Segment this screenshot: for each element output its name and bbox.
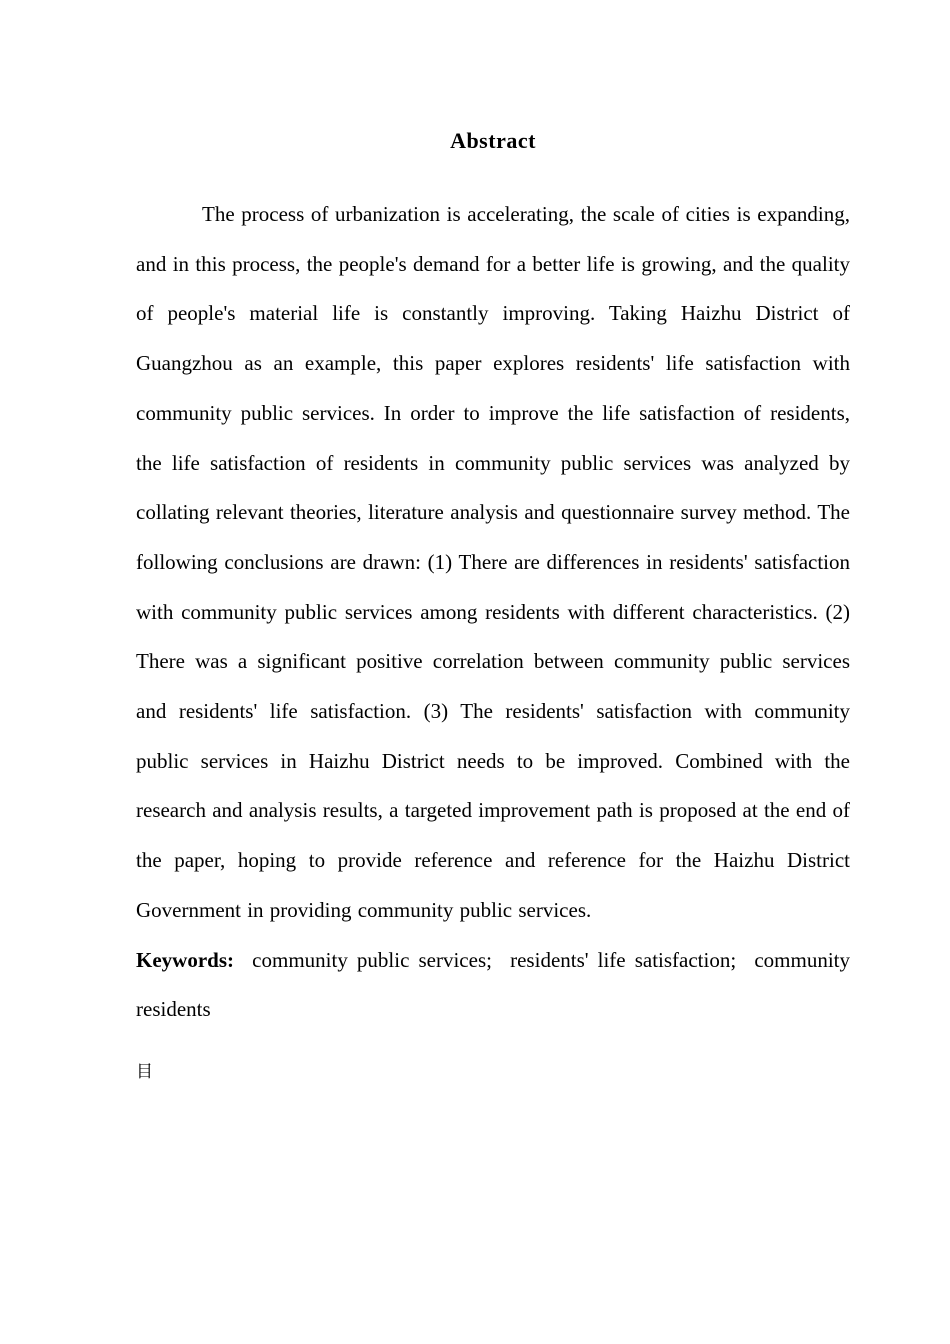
keywords-label: Keywords: <box>136 947 234 972</box>
abstract-title: Abstract <box>450 128 536 153</box>
document-content <box>136 126 856 1083</box>
keywords-text: community public services; residents' life satisfaction; community residents <box>136 947 856 1022</box>
next-section-partial-heading: 目 <box>136 1061 153 1082</box>
abstract-paragraph: The process of urbanization is accelerating, the scale of cities is expanding, and in this process, the people's demand for a better life is growing, and the quality of people's material life is constantly improving. Taking Haizhu District of Guangzhou as an example, this paper explores residents' life satisfaction with community public services. In order to improve the life satisfaction of residents, the life satisfaction of residents in community public services was analyzed by collating relevant theories, literature analysis and questionnaire survey method. The following conclusions are drawn: (1) There are differences in residents' satisfaction with community public services among residents with different characteristics. (2) There was a significant positive correlation between community public services and residents' life satisfaction. (3) The residents' satisfaction with community public services in Haizhu District needs to be improved. Combined with the research and analysis results, a targeted improvement path is proposed at the end of the paper, hoping to provide reference and reference for the Haizhu District Government in providing community public services. <box>136 202 850 922</box>
keywords-separator <box>234 948 252 972</box>
keywords-line <box>136 936 856 1035</box>
